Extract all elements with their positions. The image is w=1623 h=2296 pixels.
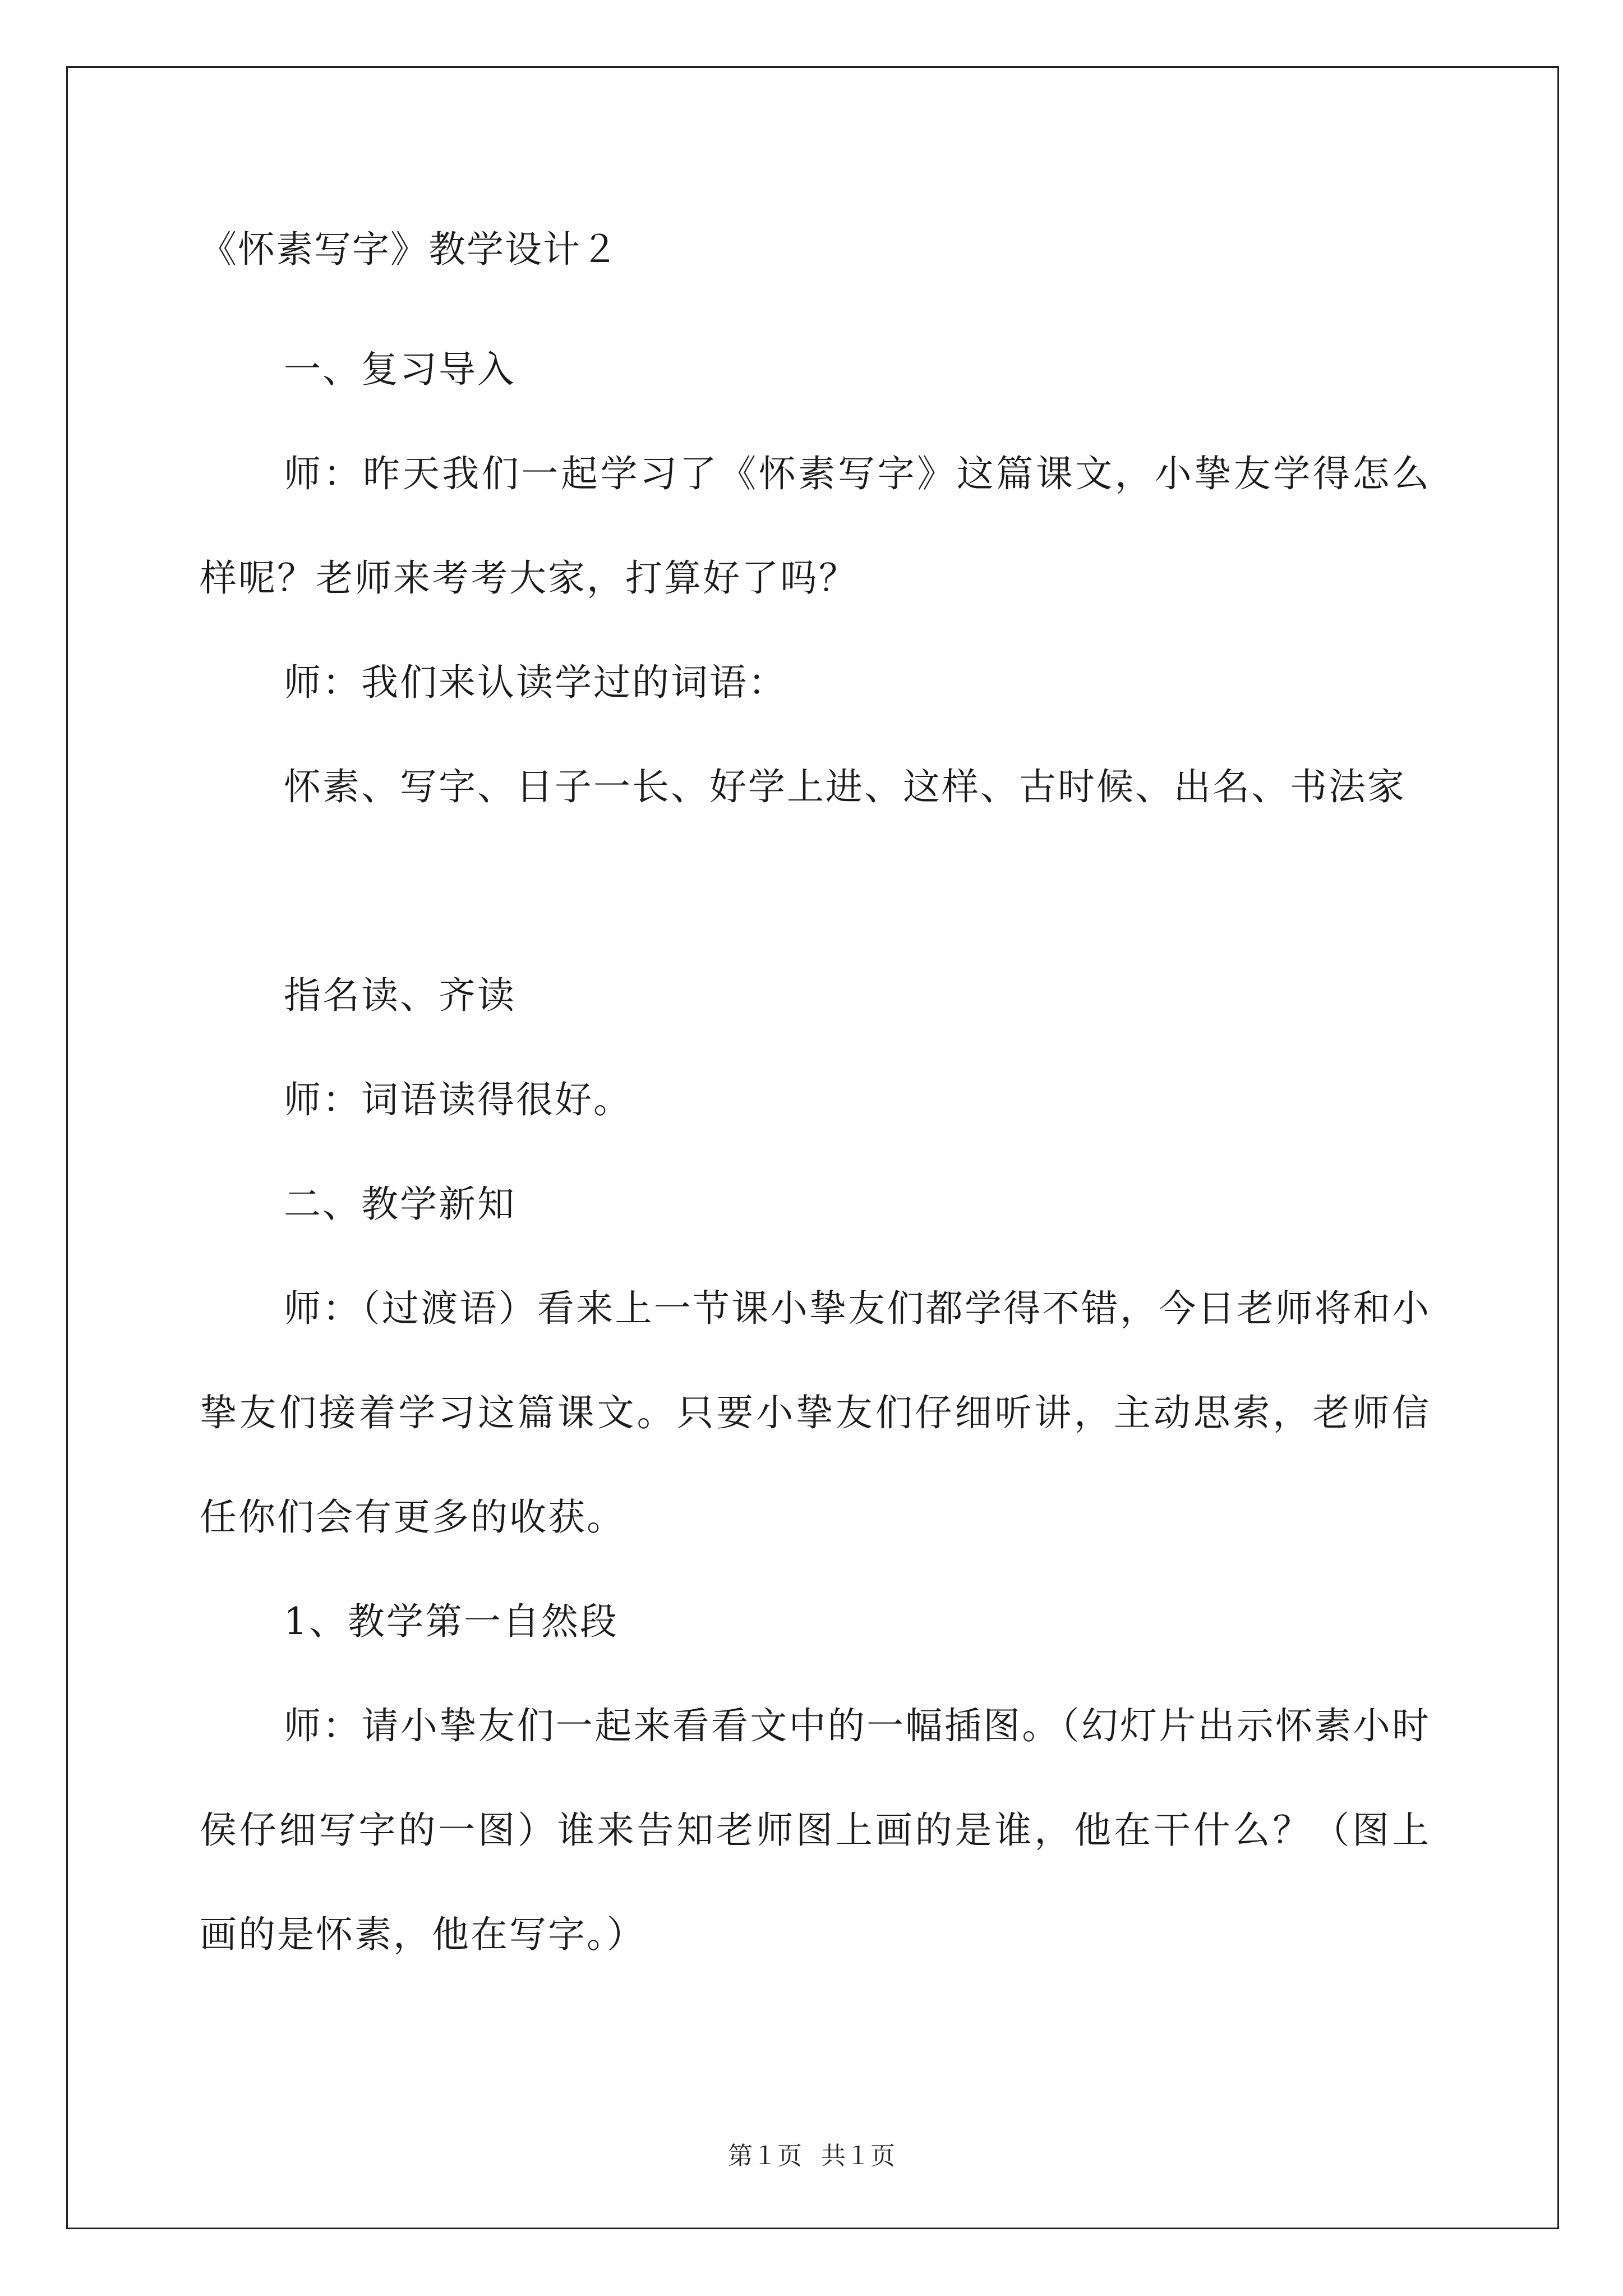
paragraph-reading: 指名读、齐读 (284, 974, 516, 1017)
paragraph-praise: 师：词语读得很好。 (284, 1078, 632, 1121)
page-number-total: 共１页 (821, 2142, 895, 2170)
paragraph-transition: 师：（过渡语）看来上一节课小挚友们都学得不错，今日老师将和小挚友们接着学习这篇课文。只要小挚友们仔细听讲，主动思索，老师信任你们会有更多的收获。 (200, 1287, 1431, 1539)
page-number-current: 第１页 (728, 2142, 802, 2170)
document-title: 《怀素写字》教学设计２ (200, 228, 619, 271)
paragraph-illustration: 师：请小挚友们一起来看看文中的一幅插图。（幻灯片出示怀素小时侯仔细写字的一图）谁来告知老师图上画的是谁，他在干什么？（图上画的是怀素，他在写字。） (200, 1704, 1431, 1956)
page-footer (0, 2144, 1623, 2169)
section-heading-paragraph-one: 1、教学第一自然段 (284, 1600, 619, 1643)
section-heading-new: 二、教学新知 (284, 1182, 516, 1226)
paragraph-teacher-words: 师：我们来认读学过的词语： (284, 661, 787, 704)
paragraph-teacher-intro: 师：昨天我们一起学习了《怀素写字》这篇课文，小挚友学得怎么样呢？老师来考考大家，打算好了吗？ (200, 452, 1431, 600)
paragraph-word-list: 怀素、写字、日子一长、好学上进、这样、古时候、出名、书法家 (284, 765, 1406, 808)
section-heading-review: 一、复习导入 (284, 348, 516, 391)
